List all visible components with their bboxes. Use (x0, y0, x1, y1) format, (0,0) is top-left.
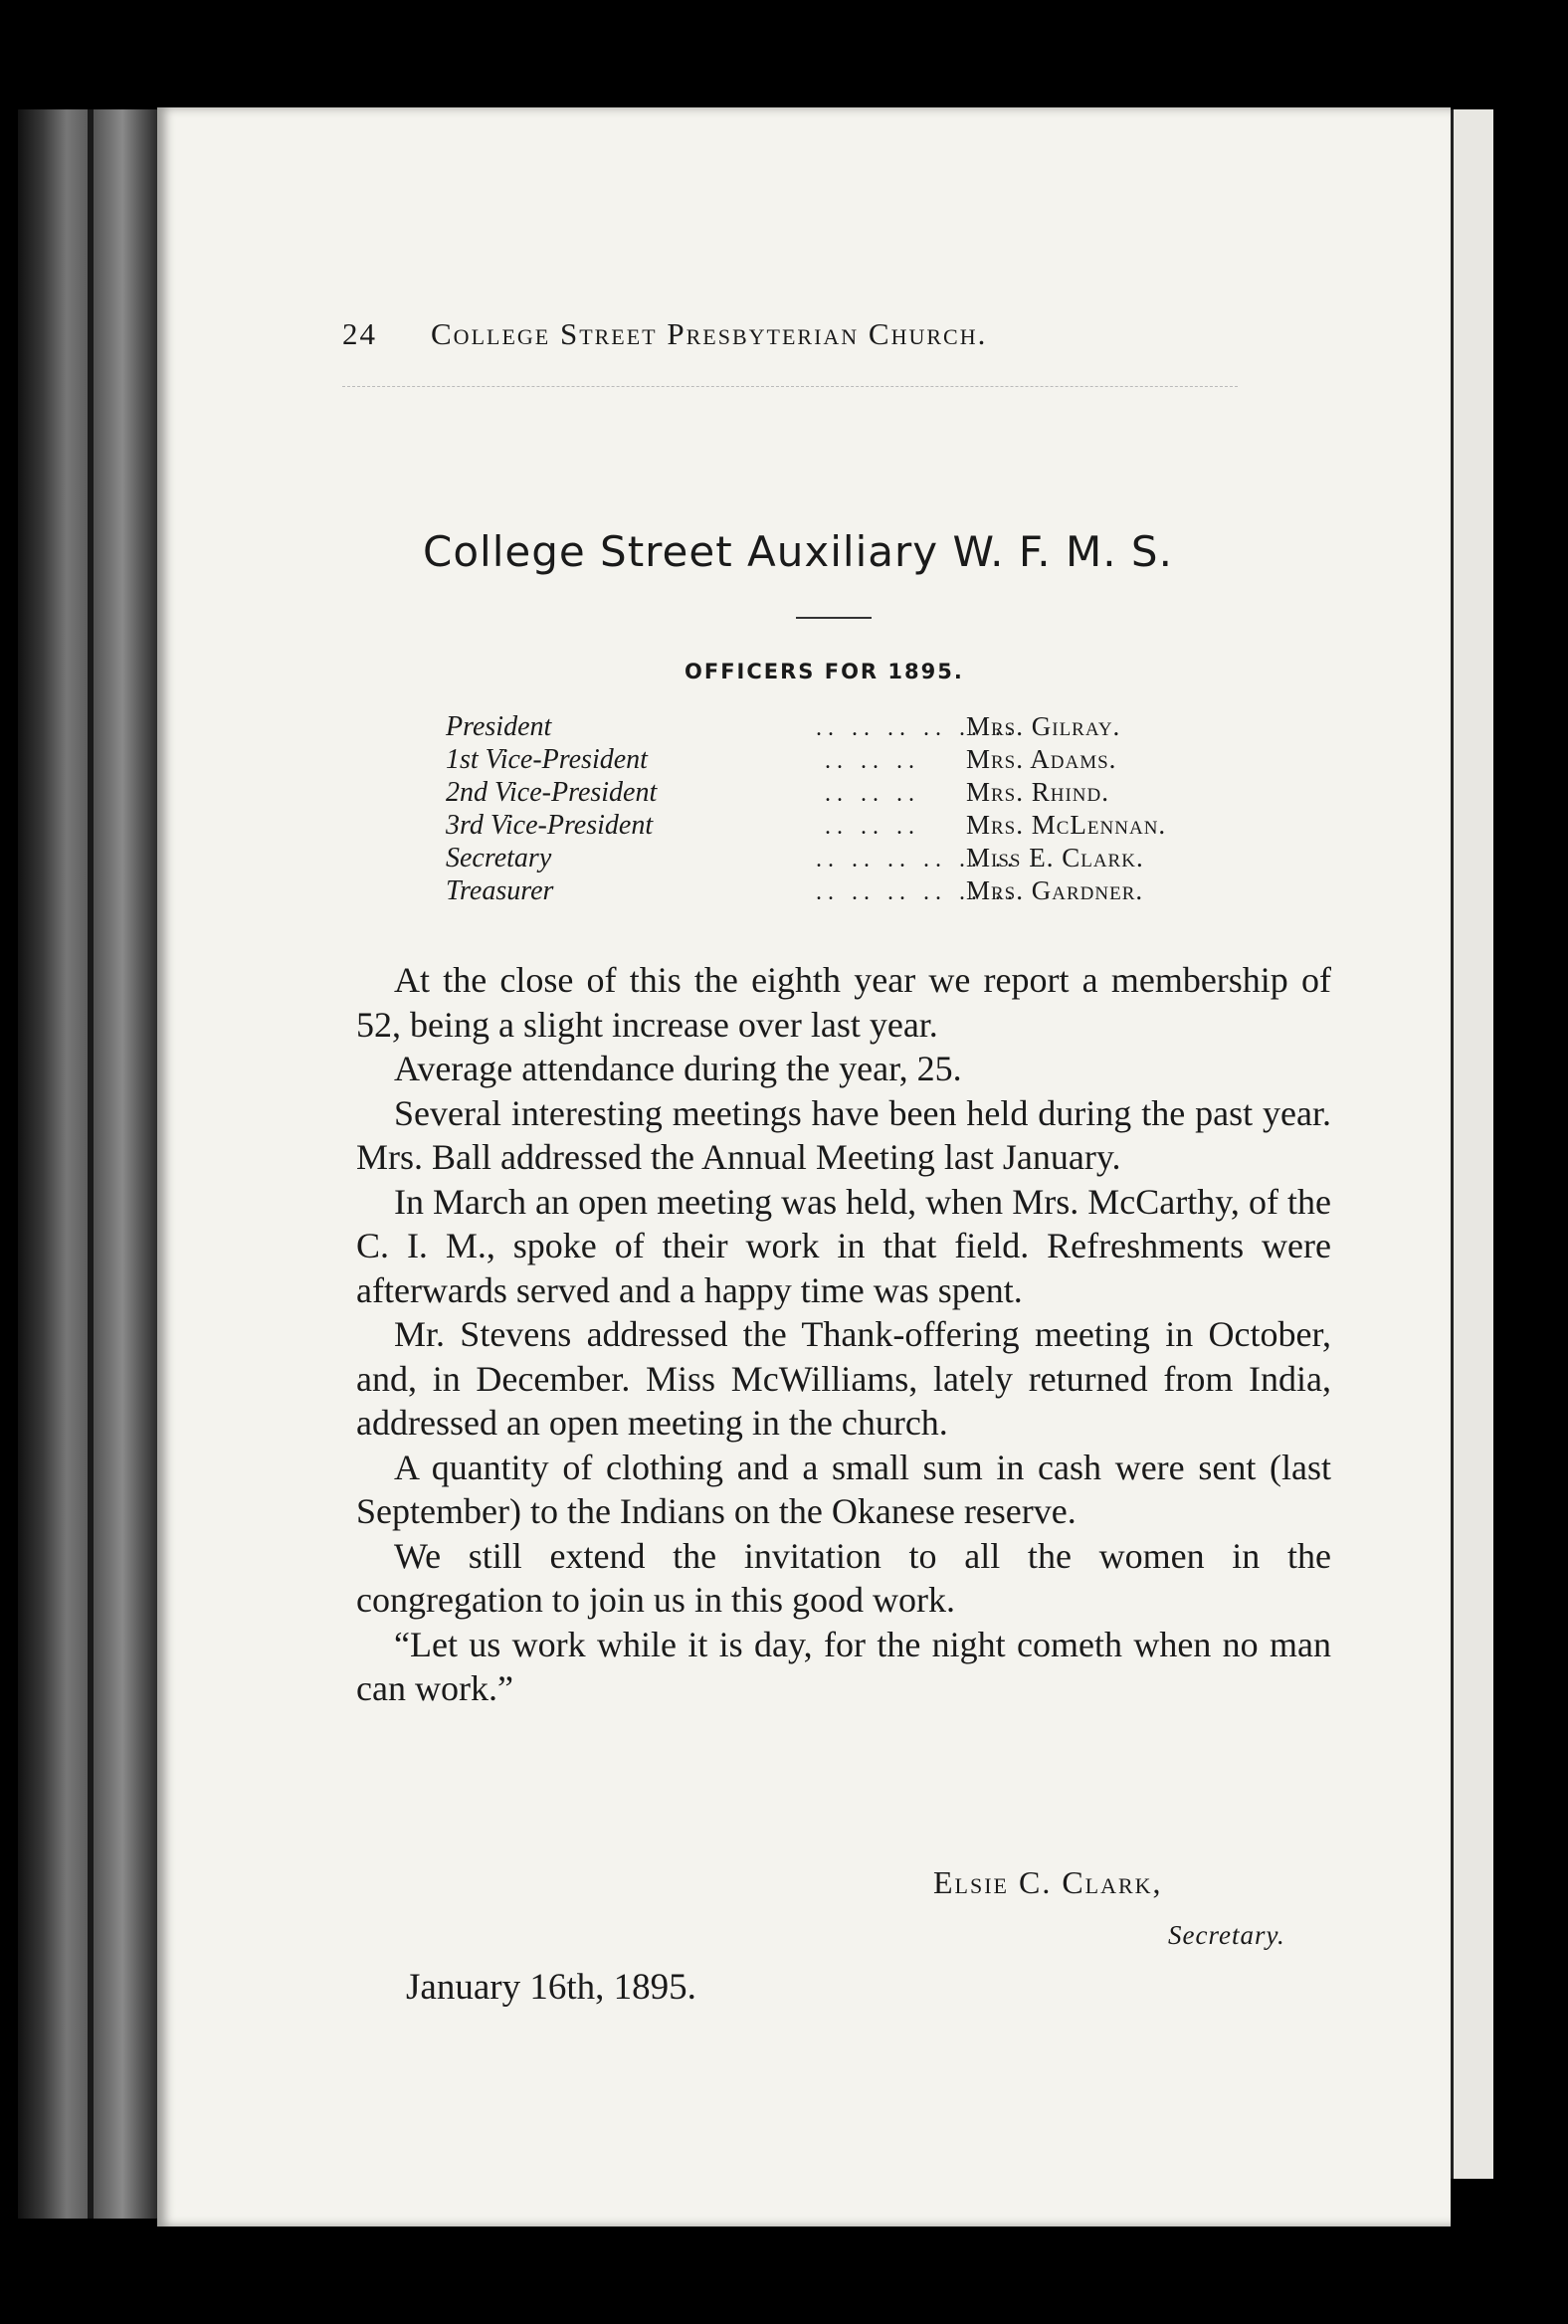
body-paragraph: Average attendance during the year, 25. (394, 1049, 962, 1088)
title-rule (796, 617, 872, 619)
officer-role: President (446, 711, 552, 742)
officer-row (446, 744, 1272, 777)
officer-leader-dots: .. .. .. (825, 748, 920, 774)
officer-name: Mrs. Gilray. (966, 711, 1121, 741)
officer-leader-dots: .. .. .. .. .. .. (816, 847, 1019, 872)
officer-role: 3rd Vice-President (446, 810, 654, 841)
adjacent-page-edge (1451, 109, 1493, 2179)
officer-leader-dots: .. .. .. (825, 781, 920, 807)
officer-role: 2nd Vice-President (446, 777, 658, 808)
officer-leader-dots: .. .. .. .. .. .. (816, 715, 1019, 741)
running-head-rule (342, 386, 1238, 387)
officer-name: Mrs. McLennan. (966, 810, 1167, 840)
officer-leader-dots: .. .. .. (825, 814, 920, 840)
page-title: College Street Auxiliary W. F. M. S. (423, 527, 1173, 576)
body-paragraph: Several interesting meetings have been held during the past year. Mrs. Ball addressed the Annual Meeting last January. (356, 1092, 1331, 1177)
signature-title: Secretary. (1168, 1920, 1285, 1950)
officers-heading: OFFICERS FOR 1895. (685, 660, 964, 683)
book-spine (18, 109, 157, 2219)
officer-role: Treasurer (446, 875, 554, 906)
body-paragraph: In March an open meeting was held, when Mrs. McCarthy, of the C. I. M., spoke of their work in that field. Refreshments were afterwards served and a happy time was spent. (356, 1181, 1331, 1310)
body-paragraph: “Let us work while it is day, for the night cometh when no man can work.” (356, 1624, 1331, 1708)
running-head (342, 316, 1218, 352)
report-date: January 16th, 1895. (406, 1967, 696, 2008)
officer-row (446, 711, 1272, 744)
body-paragraph: Mr. Stevens addressed the Thank-offering meeting in October, and, in December. Miss McWilliams, lately returned from India, addressed an open meeting in the church. (356, 1314, 1331, 1443)
body-paragraph: A quantity of clothing and a small sum in cash were sent (last September) to the Indians on the Okanese reserve. (356, 1447, 1331, 1531)
officer-row (446, 875, 1272, 908)
officers-list (446, 711, 1272, 908)
officer-row (446, 777, 1272, 810)
running-head-title: College Street Presbyterian Church. (431, 316, 988, 351)
officer-name: Mrs. Adams. (966, 744, 1117, 774)
body-paragraph: At the close of this the eighth year we report a membership of 52, being a slight increase over last year. (356, 960, 1331, 1045)
officer-role: Secretary (446, 843, 552, 873)
report-body (356, 958, 1331, 1711)
officer-leader-dots: .. .. .. .. .. .. (816, 879, 1019, 905)
officer-role: 1st Vice-President (446, 744, 648, 775)
officer-row (446, 810, 1272, 843)
officer-row (446, 843, 1272, 875)
page-number: 24 (342, 316, 377, 351)
body-paragraph: We still extend the invitation to all the women in the congregation to join us in this good work. (356, 1535, 1331, 1620)
officer-name: Miss E. Clark. (966, 843, 1144, 872)
officer-name: Mrs. Rhind. (966, 777, 1109, 807)
signature-name: Elsie C. Clark, (933, 1864, 1163, 1900)
officer-name: Mrs. Gardner. (966, 875, 1144, 905)
